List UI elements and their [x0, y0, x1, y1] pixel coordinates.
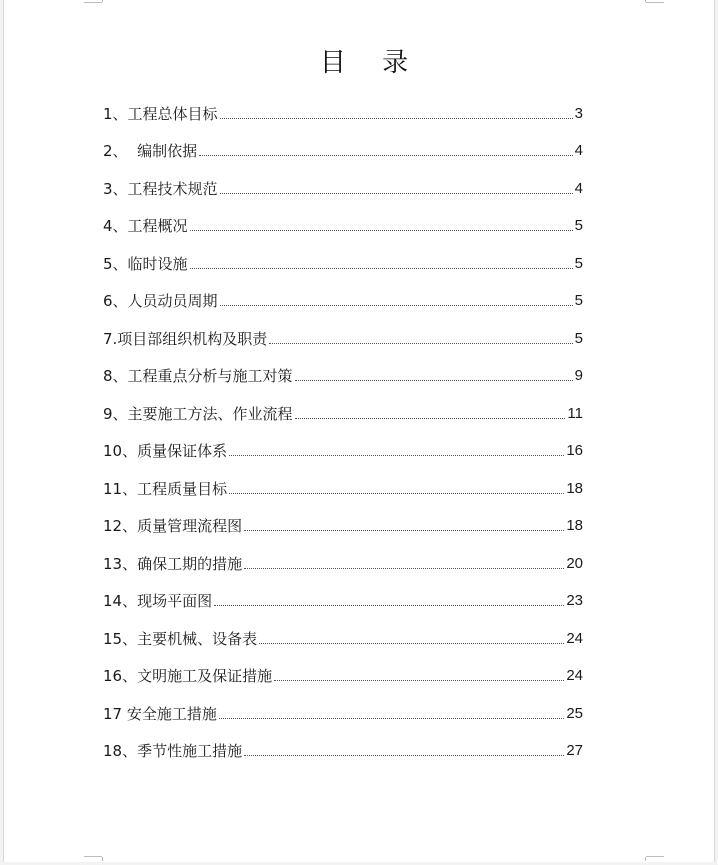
toc-entry-label: 9、主要施工方法、作业流程: [103, 404, 293, 423]
toc-entry-label: 7.项目部组织机构及职责: [103, 329, 268, 348]
toc-entry[interactable]: [103, 384, 583, 422]
toc-entry-page-number: 20: [566, 554, 583, 572]
toc-dot-leader: [220, 117, 573, 119]
toc-entry-page-number: 9: [574, 367, 583, 384]
toc-entry-page-number: 5: [574, 217, 583, 234]
toc-entry-page-number: 5: [574, 254, 583, 272]
toc-entry-page-number: 4: [574, 142, 583, 159]
toc-dot-leader: [295, 417, 566, 419]
toc-entry-label: 6、人员动员周期: [103, 292, 218, 310]
toc-entry-label: 8、工程重点分析与施工对策: [103, 367, 293, 385]
toc-entry-page-number: 18: [566, 517, 583, 534]
toc-entry-label: 17 安全施工措施: [103, 704, 217, 723]
toc-dot-leader: [199, 154, 573, 156]
toc-entry[interactable]: [103, 197, 583, 235]
toc-entry-label: 3、工程技术规范: [103, 179, 218, 198]
toc-entry-page-number: 11: [567, 404, 583, 422]
toc-entry-page-number: 3: [574, 104, 583, 122]
toc-entry-page-number: 23: [566, 592, 583, 609]
toc-entry-page-number: 16: [566, 442, 583, 459]
toc-dot-leader: [214, 604, 564, 606]
toc-entry[interactable]: [103, 234, 583, 272]
page-corner-mark: [84, 856, 102, 859]
toc-dot-leader: [219, 717, 564, 719]
toc-entry-page-number: 5: [574, 329, 583, 347]
toc-dot-leader: [244, 529, 564, 531]
toc-entry-label: 15、主要机械、设备表: [103, 629, 258, 648]
toc-entry-page-number: 25: [566, 704, 583, 722]
toc-entry[interactable]: [103, 722, 583, 760]
toc-entry[interactable]: [103, 309, 583, 347]
toc-entry-label: 13、确保工期的措施: [103, 554, 243, 573]
toc-dot-leader: [269, 342, 572, 344]
toc-dot-leader: [220, 192, 573, 194]
toc-entry-label: 14、现场平面图: [103, 592, 213, 610]
toc-entry-page-number: 4: [574, 179, 583, 197]
toc-entry[interactable]: [103, 684, 583, 722]
toc-entry-page-number: 5: [574, 292, 583, 309]
page-corner-mark: [84, 0, 102, 3]
page-corner-mark: [646, 856, 664, 859]
document-page: [3, 0, 715, 862]
toc-dot-leader: [244, 754, 564, 756]
toc-entry[interactable]: [103, 459, 583, 497]
toc-title: 目 录: [319, 48, 423, 78]
toc-entry[interactable]: [103, 272, 583, 310]
toc-entry-label: 16、文明施工及保证措施: [103, 667, 273, 685]
toc-entry-label: 10、质量保证体系: [103, 442, 228, 460]
toc-dot-leader: [190, 229, 573, 231]
toc-entry-page-number: 27: [566, 742, 583, 759]
toc-dot-leader: [229, 492, 564, 494]
toc-entry-page-number: 24: [566, 667, 583, 684]
toc-entry[interactable]: [103, 159, 583, 197]
toc-dot-leader: [295, 379, 573, 381]
toc-entry[interactable]: [103, 497, 583, 535]
page-corner-mark: [646, 0, 664, 3]
toc-entry[interactable]: [103, 647, 583, 685]
toc-dot-leader: [244, 567, 564, 569]
toc-dot-leader: [274, 679, 564, 681]
toc-entry-label: 5、临时设施: [103, 254, 188, 273]
toc-dot-leader: [259, 642, 564, 644]
toc-entry-label: 1、工程总体目标: [103, 104, 218, 123]
toc-entry[interactable]: [103, 572, 583, 610]
toc-dot-leader: [220, 304, 573, 306]
toc-entry-label: 18、季节性施工措施: [103, 742, 243, 760]
toc-dot-leader: [229, 454, 564, 456]
toc-entry[interactable]: [103, 609, 583, 647]
toc-entry-label: 12、质量管理流程图: [103, 517, 243, 535]
toc-entry[interactable]: [103, 122, 583, 160]
toc-dot-leader: [190, 267, 573, 269]
table-of-contents: [103, 84, 583, 759]
toc-entry-page-number: 24: [566, 629, 583, 647]
toc-entry[interactable]: [103, 84, 583, 122]
toc-entry-label: 4、工程概况: [103, 217, 188, 235]
toc-entry-page-number: 18: [566, 479, 583, 497]
toc-entry-label: 11、工程质量目标: [103, 479, 228, 498]
toc-entry[interactable]: [103, 534, 583, 572]
toc-entry-label: 2、 编制依据: [103, 142, 198, 160]
toc-entry[interactable]: [103, 422, 583, 460]
toc-entry[interactable]: [103, 347, 583, 385]
